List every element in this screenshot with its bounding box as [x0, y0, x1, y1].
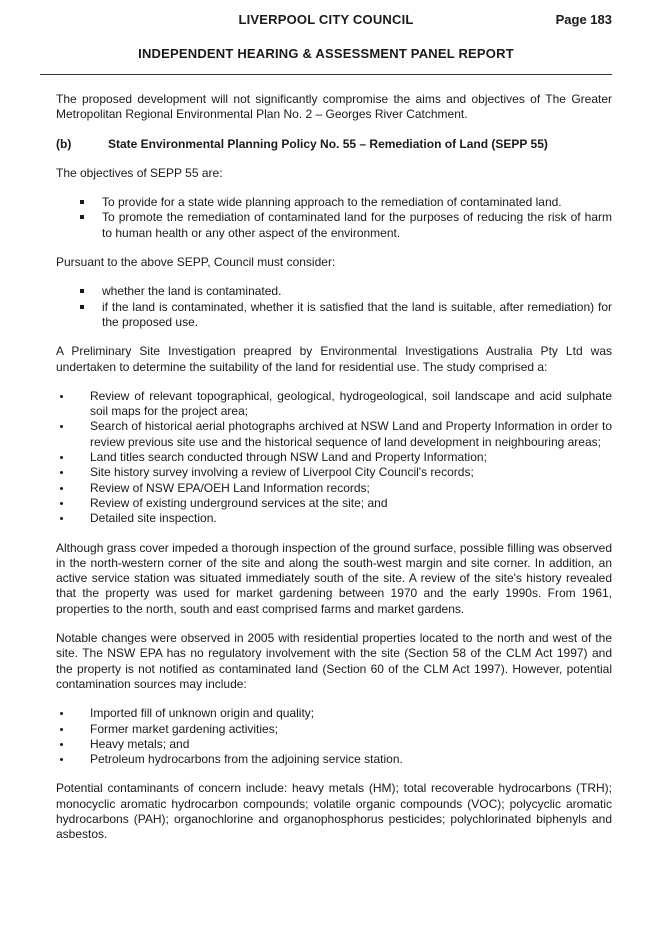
list-item: Petroleum hydrocarbons from the adjoining service station. — [56, 752, 612, 767]
list-item: To promote the remediation of contaminated land for the purposes of reducing the risk of harm to human health or any other aspect of the environment. — [56, 210, 612, 241]
list-item: Former market gardening activities; — [56, 722, 612, 737]
page-number: Page 183 — [555, 12, 612, 27]
list-item: Review of NSW EPA/OEH Land Information records; — [56, 481, 612, 496]
square-bullet-icon — [80, 200, 84, 204]
dot-bullet-icon — [60, 502, 63, 505]
report-body — [56, 92, 612, 857]
dot-bullet-icon — [60, 517, 63, 520]
square-bullet-icon — [80, 305, 84, 309]
council-name: LIVERPOOL CITY COUNCIL — [238, 12, 414, 27]
header-divider — [40, 74, 612, 75]
dot-bullet-icon — [60, 743, 63, 746]
paragraph-objectives-intro: The objectives of SEPP 55 are: — [56, 165, 223, 180]
list-item: To provide for a state wide planning approach to the remediation of contaminated land. — [56, 195, 612, 210]
paragraph-investigation: A Preliminary Site Investigation preapred by Environmental Investigations Australia Pty Ltd was undertaken to determine the suitability of the land for residential use. The study comprised a: — [56, 344, 612, 374]
square-bullet-icon — [80, 289, 84, 293]
list-item: if the land is contaminated, whether it is satisfied that the land is suitable, after remediation) for the proposed use. — [56, 300, 612, 331]
list-item: Imported fill of unknown origin and quality; — [56, 706, 612, 721]
study-list — [56, 389, 612, 527]
list-item: Search of historical aerial photographs archived at NSW Land and Property Information in order to review previous site use and the historical sequence of land development in neighbouring areas; — [56, 419, 612, 450]
considerations-list — [56, 284, 612, 330]
square-bullet-icon — [80, 215, 84, 219]
dot-bullet-icon — [60, 471, 63, 474]
paragraph-site-inspection: Although grass cover impeded a thorough inspection of the ground surface, possible filling was observed in the north-western corner of the site and along the south-west margin and site corner. In addition, an active service station was situated immediately south of the site. A review of the site's history revealed that the property was used for market gardening between 1970 and the early 1990s. From 1961, properties to the north, south and east comprised farms and market gardens. — [56, 540, 612, 616]
list-item: Review of relevant topographical, geological, hydrogeological, soil landscape and acid sulphate soil maps for the project area; — [56, 389, 612, 420]
dot-bullet-icon — [60, 456, 63, 459]
report-title: INDEPENDENT HEARING & ASSESSMENT PANEL REPORT — [138, 46, 514, 61]
list-item: Detailed site inspection. — [56, 511, 612, 526]
list-item: Review of existing underground services at the site; and — [56, 496, 612, 511]
list-item: Land titles search conducted through NSW Land and Property Information; — [56, 450, 612, 465]
list-item: whether the land is contaminated. — [56, 284, 612, 299]
list-item: Heavy metals; and — [56, 737, 612, 752]
list-item: Site history survey involving a review of Liverpool City Council's records; — [56, 465, 612, 480]
paragraph-considerations-intro: Pursuant to the above SEPP, Council must consider: — [56, 255, 336, 270]
dot-bullet-icon — [60, 487, 63, 490]
dot-bullet-icon — [60, 728, 63, 731]
objectives-list — [56, 195, 612, 241]
dot-bullet-icon — [60, 712, 63, 715]
paragraph-catchment: The proposed development will not significantly compromise the aims and objectives of The Greater Metropolitan Regional Environmental Plan No. 2 – Georges River Catchment. — [56, 92, 612, 122]
section-title: State Environmental Planning Policy No. 55 – Remediation of Land (SEPP 55) — [108, 136, 548, 151]
dot-bullet-icon — [60, 758, 63, 761]
section-number: (b) — [56, 136, 72, 151]
section-heading — [56, 137, 612, 152]
dot-bullet-icon — [60, 425, 63, 428]
dot-bullet-icon — [60, 395, 63, 398]
paragraph-contaminants: Potential contaminants of concern include: heavy metals (HM); total recoverable hydrocarbons (TRH); monocyclic aromatic hydrocarbon compounds; volatile organic compounds (VOC); polycyclic aromatic hydrocarbons (PAH); organochlorine and organophosphorus pesticides; polychlorinated biphenyls and asbestos. — [56, 781, 612, 842]
sources-list — [56, 706, 612, 767]
paragraph-notable-changes: Notable changes were observed in 2005 with residential properties located to the north and west of the site. The NSW EPA has no regulatory involvement with the site (Section 58 of the CLM Act 1997) and the property is not notified as contaminated land (Section 60 of the CLM Act 1997). However, potential contamination sources may include: — [56, 631, 612, 691]
